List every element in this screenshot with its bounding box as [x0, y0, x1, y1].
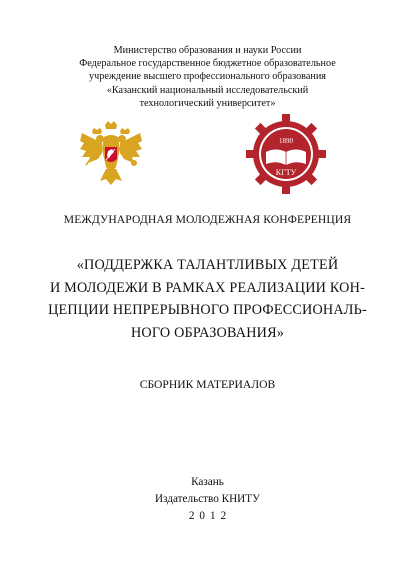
header-line: технологический университет»: [139, 97, 276, 109]
publisher: Издательство КНИТУ: [154, 493, 261, 505]
header-line: учреждение высшего профессионального образования: [89, 71, 326, 83]
title-line: «ПОДДЕРЖКА ТАЛАНТЛИВЫХ ДЕТЕЙ: [76, 257, 339, 273]
conference-name: МЕЖДУНАРОДНАЯ МОЛОДЕЖНАЯ КОНФЕРЕНЦИЯ: [63, 213, 352, 226]
imprint: [0, 474, 415, 525]
title-line: И МОЛОДЕЖИ В РАМКАХ РЕАЛИЗАЦИИ КОН-: [49, 279, 366, 296]
kgtu-logo-icon: [246, 114, 326, 194]
city: Казань: [191, 476, 224, 488]
collection-label: СБОРНИК МАТЕРИАЛОВ: [139, 378, 276, 391]
logo-year: 1890: [279, 137, 293, 145]
header-line: Министерство образования и науки России: [113, 45, 302, 56]
document-title: [0, 254, 415, 344]
publisher-header: [0, 44, 415, 110]
logo-text: КГТУ: [275, 168, 297, 177]
year: 2012: [188, 510, 232, 522]
header-line: Федеральное государственное бюджетное образовательное: [79, 58, 336, 70]
title-line: НОГО ОБРАЗОВАНИЯ»: [130, 324, 285, 341]
russian-coat-of-arms-icon: [78, 119, 144, 187]
title-line: ЦЕПЦИИ НЕПРЕРЫВНОГО ПРОФЕССИОНАЛЬ-: [48, 302, 367, 318]
header-line: «Казанский национальный исследовательский: [106, 84, 309, 96]
